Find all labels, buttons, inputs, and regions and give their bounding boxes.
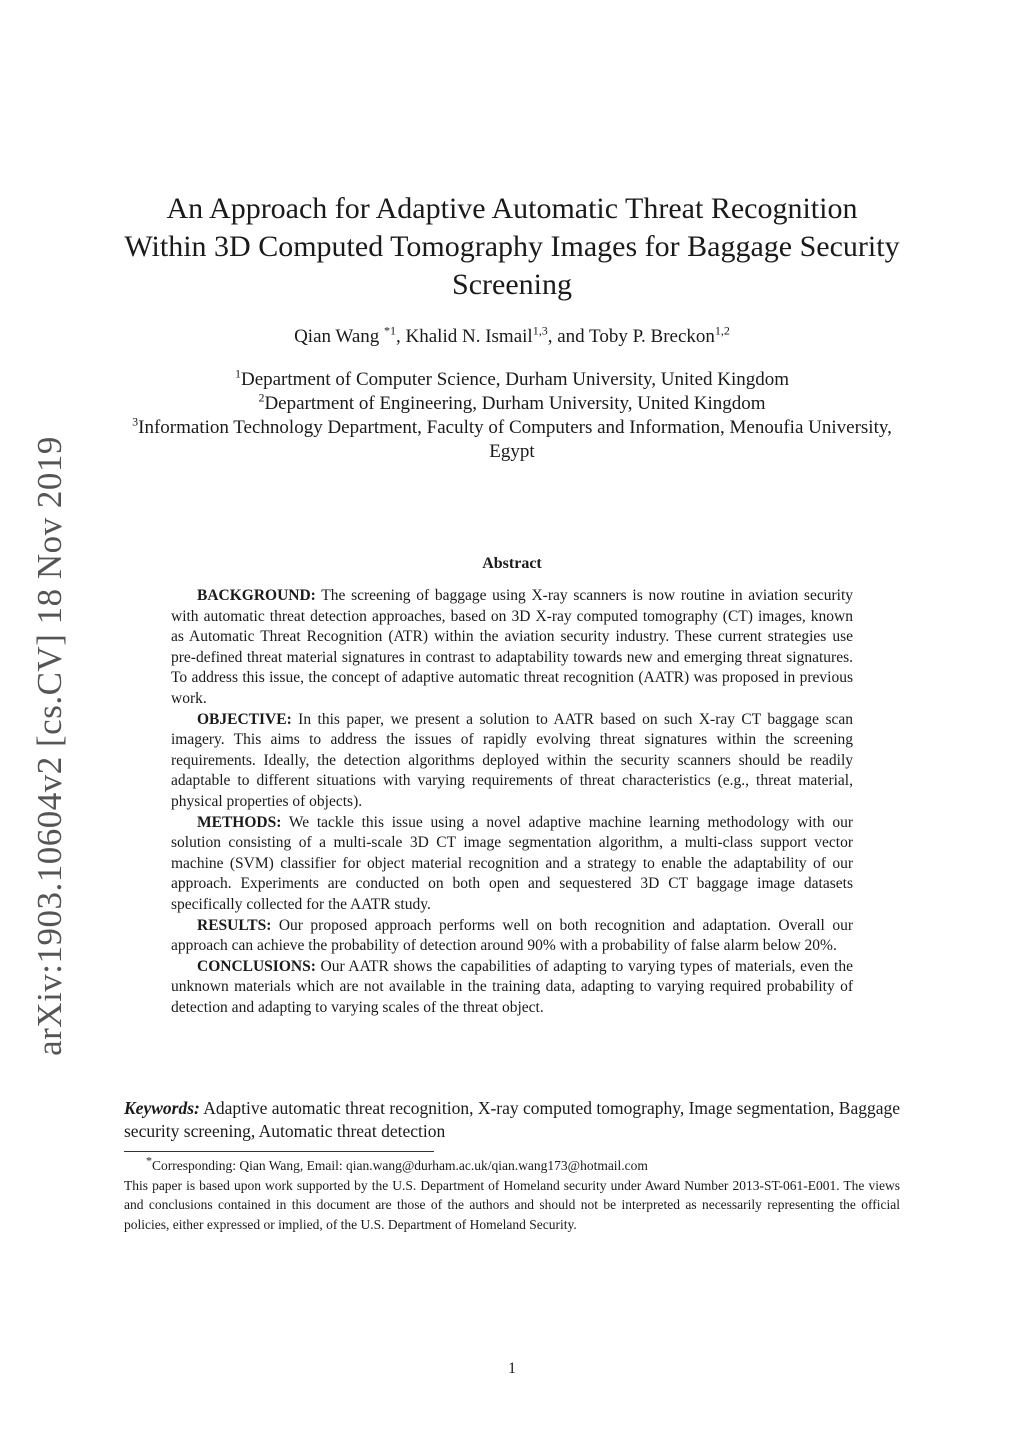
affiliation: [110, 392, 914, 416]
section-text: The screening of baggage using X-ray scanners is now routine in aviation security with automatic threat detection approaches, based on 3D X-ray computed tomography (CT) images, known as Automatic Threat Recognition (ATR) within the aviation security industry. These current strategies use pre-defined threat material signatures in contrast to adaptability towards new and emerging threat signatures. To address this issue, the concept of adaptive automatic threat recognition (AATR) was proposed in previous work.: [171, 587, 853, 707]
funding-footnote: This paper is based upon work supported by the U.S. Department of Homeland security under Award Number 2013-ST-061-E001. The views and conclusions contained in this document are those of the authors and should not be interpreted as necessarily representing the official policies, either expressed or implied, of the U.S. Department of Homeland Security.: [124, 1177, 900, 1232]
section-text: We tackle this issue using a novel adaptive machine learning methodology with our solution consisting of a multi-scale 3D CT image segmentation algorithm, a multi-class support vector machine (SVM) classifier for object material recognition and a strategy to enable the adaptability of our approach. Experiments are conducted on both open and sequestered 3D CT baggage image datasets specifically collected for the AATR study.: [171, 813, 853, 913]
corresponding-author-footnote: [124, 1153, 900, 1176]
section-label: BACKGROUND:: [197, 587, 316, 604]
abstract-paragraph-background: [171, 586, 853, 710]
abstract-paragraph-methods: [171, 813, 853, 916]
section-label: CONCLUSIONS:: [197, 957, 316, 975]
keywords-block: [124, 1097, 900, 1143]
title-line: Screening: [452, 268, 572, 301]
keywords-label: Keywords:: [124, 1098, 200, 1118]
title-line: Within 3D Computed Tomography Images for Baggage Security: [124, 230, 900, 263]
author-separator: ,: [396, 326, 406, 347]
abstract-paragraph-results: [171, 916, 853, 957]
author-name: Toby P. Breckon: [589, 326, 715, 347]
abstract-paragraph-objective: [171, 710, 853, 813]
author-name: Qian Wang: [294, 326, 385, 347]
affiliation: [110, 368, 914, 392]
footnote-text: Corresponding: Qian Wang, Email: qian.wang@durham.ac.uk/qian.wang173@hotmail.com: [152, 1158, 648, 1173]
paper-title: [120, 190, 904, 304]
author-affiliation-mark: 1,3: [532, 323, 548, 338]
footnote-divider: [124, 1151, 434, 1152]
affiliation-text: Department of Engineering, Durham University, United Kingdom: [264, 393, 766, 414]
author-affiliation-mark: *1: [384, 323, 397, 338]
section-label: OBJECTIVE:: [197, 710, 292, 728]
title-line: An Approach for Adaptive Automatic Threat Recognition: [166, 192, 858, 225]
author-name: Khalid N. Ismail: [405, 326, 533, 347]
section-label: METHODS:: [197, 813, 282, 831]
section-text: In this paper, we present a solution to AATR based on such X-ray CT baggage scan imagery. This aims to address the issues of rapidly evolving threat signatures within the screening requirements. Ideally, the detection algorithms deployed within the security scanners should be readily adaptable to different situations with varying requirements of threat characteristics (e.g., threat material, physical properties of objects).: [171, 710, 853, 810]
footnote-mark: *: [146, 1153, 152, 1168]
section-label: RESULTS:: [197, 916, 272, 934]
arxiv-identifier-stamp: arXiv:1903.10604v2 [cs.CV] 18 Nov 2019: [30, 436, 69, 1056]
affiliation-list: [110, 368, 914, 464]
abstract-body: [171, 586, 853, 1018]
affiliation-mark: 3: [132, 414, 139, 429]
author-list: [120, 324, 904, 350]
keywords-text: Adaptive automatic threat recognition, X-ray computed tomography, Image segmentation, Baggage security screening, Automatic threat detection: [124, 1098, 900, 1141]
affiliation-mark: 2: [258, 390, 265, 405]
affiliation-mark: 1: [234, 366, 241, 381]
abstract-heading: Abstract: [482, 555, 542, 572]
author-affiliation-mark: 1,2: [714, 323, 730, 338]
page-number: 1: [508, 1360, 516, 1377]
footnotes: [124, 1153, 900, 1234]
abstract-paragraph-conclusions: [171, 957, 853, 1019]
affiliation: [110, 416, 914, 464]
author-separator: , and: [547, 326, 590, 347]
section-text: Our AATR shows the capabilities of adapting to varying types of materials, even the unknown materials which are not available in the training data, adapting to varying required probability of detection and adapting to varying scales of the threat object.: [171, 957, 853, 1016]
affiliation-text: Information Technology Department, Faculty of Computers and Information, Menoufia University, Egypt: [138, 417, 892, 462]
section-text: Our proposed approach performs well on both recognition and adaptation. Overall our approach can achieve the probability of detection around 90% with a probability of false alarm below 20%.: [171, 916, 853, 955]
affiliation-text: Department of Computer Science, Durham University, United Kingdom: [240, 369, 790, 390]
